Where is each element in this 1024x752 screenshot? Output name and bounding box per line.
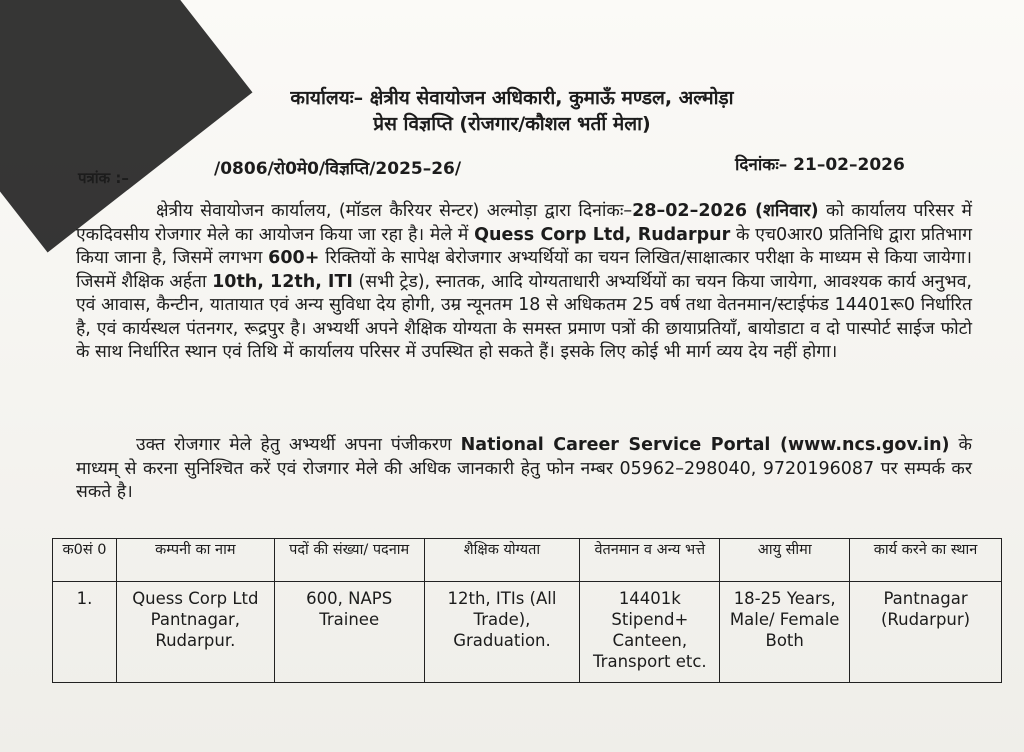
cell-serial: 1. [53, 582, 117, 683]
reference-label: पत्रांक :– [78, 169, 129, 187]
cell-age: 18-25 Years, Male/ Female Both [720, 582, 850, 683]
header-location: कार्य करने का स्थान [850, 539, 1002, 582]
cell-location: Pantnagar (Rudarpur) [850, 582, 1002, 683]
table-row [53, 582, 1002, 683]
header-serial: क0सं 0 [53, 539, 117, 582]
office-heading: कार्यालयः– क्षेत्रीय सेवायोजन अधिकारी, कुमाऊँ मण्डल, अल्मोड़ा [290, 87, 734, 109]
job-details-table [52, 538, 1002, 683]
header-age: आयु सीमा [720, 539, 850, 582]
reference-number: /0806/रो0मे0/विज्ञप्ति/2025–26/ [214, 159, 462, 179]
header-salary: वेतनमान व अन्य भत्ते [580, 539, 720, 582]
press-release-title: प्रेस विज्ञप्ति (रोजगार/कौशल भर्ती मेला) [373, 113, 651, 135]
table-header-row [53, 539, 1002, 582]
cell-qualification: 12th, ITIs (All Trade), Graduation. [424, 582, 580, 683]
body-paragraph-1: क्षेत्रीय सेवायोजन कार्यालय, (मॉडल कैरियर सेन्टर) अल्मोड़ा द्वारा दिनांकः–28–02–2026 (शनिवार) को कार्यालय परिसर में एकदिवसीय रोजगार मेले का आयोजन किया जा रहा है। मेले में Quess Corp Ltd, Rudarpur के एच0आर0 प्रतिनिधि द्वारा प्रतिभाग किया जाना है, जिसमें लगभग 600+ रिक्तियों के सापेक्ष बेरोजगार अभ्यर्थियों का चयन लिखित/साक्षात्कार परीक्षा के माध्यम से किया जायेगा। जिसमें शैक्षिक अर्हता 10th, 12th, ITI (सभी ट्रेड), स्नातक, आदि योग्यताधारी अभ्यर्थियों का चयन किया जायेगा, आवश्यक कार्य अनुभव, एवं आवास, कैन्टीन, यातायात एवं अन्य सुविधा देय होगी, उम्र न्यूनतम 18 से अधिकतम 25 वर्ष तथा वेतनमान/स्टाईफंड 14401रू0 निर्धारित है, एवं कार्यस्थल पंतनगर, रूद्रपुर है। अभ्यर्थी अपने शैक्षिक योग्यता के समस्त प्रमाण पत्रों की छायाप्रतियाँ, बायोडाटा व दो पास्पोर्ट साईज फोटो के साथ निर्धारित स्थान एवं तिथि में कार्यालय परिसर में उपस्थित हो सकते हैं। इसके लिए कोई भी मार्ग व्यय देय नहीं होगा। [76, 201, 972, 362]
cell-posts: 600, NAPS Trainee [274, 582, 424, 683]
body-paragraph-2: उक्त रोजगार मेले हेतु अभ्यर्थी अपना पंजीकरण National Career Service Portal (www.ncs.gov.in) के माध्यम् से करना सुनिश्चित करें एवं रोजगार मेले की अधिक जानकारी हेतु फोन नम्बर 05962–298040, 9720196087 पर सम्पर्क कर सकते है। [76, 435, 973, 502]
header-posts: पदों की संख्या/ पदनाम [274, 539, 424, 582]
cell-company: Quess Corp Ltd Pantnagar, Rudarpur. [116, 582, 274, 683]
header-qualification: शैक्षिक योग्यता [424, 539, 580, 582]
cell-salary: 14401k Stipend+ Canteen, Transport etc. [580, 582, 720, 683]
header-company: कम्पनी का नाम [116, 539, 274, 582]
notice-date: दिनांकः– 21–02–2026 [735, 155, 905, 175]
